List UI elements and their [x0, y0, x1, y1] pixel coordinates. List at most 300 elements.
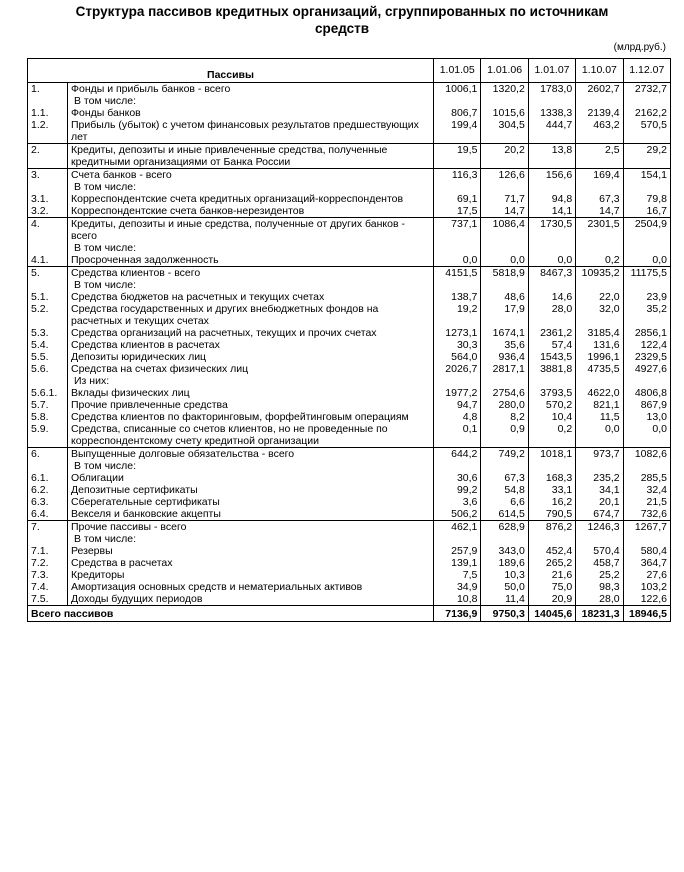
row-number: 7.3.: [28, 569, 68, 581]
row-value: 169,4: [576, 169, 623, 182]
table-row: [28, 508, 671, 521]
row-value: 2,5: [576, 144, 623, 169]
row-value: [528, 181, 575, 193]
row-value: [434, 95, 481, 107]
row-name: В том числе:: [68, 533, 434, 545]
row-value: 75,0: [528, 581, 575, 593]
row-value: 1674,1: [481, 327, 528, 339]
row-value: 0,2: [576, 254, 623, 267]
row-value: 2361,2: [528, 327, 575, 339]
row-name: Средства, списанные со счетов клиентов, но не проведенные по корреспондентскому счету кредитной организации: [68, 423, 434, 448]
row-value: 732,6: [623, 508, 670, 521]
row-value: [623, 95, 670, 107]
row-name: Кредиты, депозиты и иные средства, полученные от других банков - всего: [68, 218, 434, 243]
row-value: [481, 460, 528, 472]
row-value: 14,6: [528, 291, 575, 303]
row-value: [576, 181, 623, 193]
row-number: 5.1.: [28, 291, 68, 303]
row-value: [481, 533, 528, 545]
row-value: 8467,3: [528, 267, 575, 280]
table-row: [28, 242, 671, 254]
row-value: 452,4: [528, 545, 575, 557]
row-name: Из них:: [68, 375, 434, 387]
row-name: Средства государственных и других внебюджетных фондов на расчетных и текущих счетах: [68, 303, 434, 327]
row-name: В том числе:: [68, 181, 434, 193]
table-row: [28, 521, 671, 534]
row-name: Депозитные сертификаты: [68, 484, 434, 496]
row-number: 6.4.: [28, 508, 68, 521]
row-value: 790,5: [528, 508, 575, 521]
row-value: 0,1: [434, 423, 481, 448]
table-header-row: [28, 59, 671, 83]
row-value: 28,0: [528, 303, 575, 327]
header-date: 1.12.07: [623, 59, 670, 83]
row-value: 6,6: [481, 496, 528, 508]
row-value: 16,7: [623, 205, 670, 218]
row-name: Средства клиентов по факторинговым, форфейтинговым операциям: [68, 411, 434, 423]
row-value: 364,7: [623, 557, 670, 569]
row-value: [481, 242, 528, 254]
row-value: 8,2: [481, 411, 528, 423]
table-row: [28, 484, 671, 496]
table-row: [28, 218, 671, 243]
row-name: Средства организаций на расчетных, текущих и прочих счетах: [68, 327, 434, 339]
row-value: 79,8: [623, 193, 670, 205]
row-value: 11,4: [481, 593, 528, 606]
row-name: Депозиты юридических лиц: [68, 351, 434, 363]
header-date: 1.10.07: [576, 59, 623, 83]
row-value: 4151,5: [434, 267, 481, 280]
row-value: 67,3: [576, 193, 623, 205]
row-name: Вклады физических лиц: [68, 387, 434, 399]
row-value: 628,9: [481, 521, 528, 534]
row-number: 5.2.: [28, 303, 68, 327]
row-value: 444,7: [528, 119, 575, 144]
row-name: Фонды и прибыль банков - всего: [68, 83, 434, 96]
row-number: 5.: [28, 267, 68, 280]
row-name: Средства бюджетов на расчетных и текущих счетах: [68, 291, 434, 303]
table-row: [28, 472, 671, 484]
row-value: 189,6: [481, 557, 528, 569]
total-value: 9750,3: [481, 606, 528, 622]
row-value: [623, 242, 670, 254]
row-name: Доходы будущих периодов: [68, 593, 434, 606]
row-value: [623, 279, 670, 291]
table-row: [28, 95, 671, 107]
table-row: [28, 581, 671, 593]
row-value: [576, 460, 623, 472]
row-value: 1273,1: [434, 327, 481, 339]
table-row: [28, 144, 671, 169]
row-value: 2817,1: [481, 363, 528, 375]
row-value: 1082,6: [623, 448, 670, 461]
row-value: 570,2: [528, 399, 575, 411]
total-row: [28, 606, 671, 622]
row-value: 19,2: [434, 303, 481, 327]
row-value: [481, 375, 528, 387]
row-name: Облигации: [68, 472, 434, 484]
row-value: 257,9: [434, 545, 481, 557]
table-row: [28, 119, 671, 144]
row-value: 3881,8: [528, 363, 575, 375]
row-name: Кредиты, депозиты и иные привлеченные средства, полученные кредитными организациями от Банка России: [68, 144, 434, 169]
row-value: 0,0: [481, 254, 528, 267]
row-number: 5.6.: [28, 363, 68, 375]
row-number: 6.: [28, 448, 68, 461]
row-value: 67,3: [481, 472, 528, 484]
row-name: Средства клиентов в расчетах: [68, 339, 434, 351]
row-number: [28, 460, 68, 472]
row-name: Фонды банков: [68, 107, 434, 119]
row-number: [28, 95, 68, 107]
row-value: 0,0: [576, 423, 623, 448]
row-value: [623, 460, 670, 472]
row-value: [528, 533, 575, 545]
row-number: 5.9.: [28, 423, 68, 448]
row-value: 2754,6: [481, 387, 528, 399]
row-value: [576, 533, 623, 545]
table-row: [28, 303, 671, 327]
row-value: 71,7: [481, 193, 528, 205]
row-value: 7,5: [434, 569, 481, 581]
row-value: 14,7: [481, 205, 528, 218]
row-value: 1996,1: [576, 351, 623, 363]
row-value: [528, 95, 575, 107]
row-name: В том числе:: [68, 242, 434, 254]
row-value: 0,0: [434, 254, 481, 267]
row-value: 21,6: [528, 569, 575, 581]
row-name: Средства в расчетах: [68, 557, 434, 569]
row-number: 5.7.: [28, 399, 68, 411]
row-value: 10935,2: [576, 267, 623, 280]
row-value: 98,3: [576, 581, 623, 593]
table-row: [28, 351, 671, 363]
row-value: 0,2: [528, 423, 575, 448]
row-number: 5.6.1.: [28, 387, 68, 399]
row-value: 1246,3: [576, 521, 623, 534]
row-value: 1006,1: [434, 83, 481, 96]
table-row: [28, 107, 671, 119]
row-name: Амортизация основных средств и нематериальных активов: [68, 581, 434, 593]
row-value: 30,3: [434, 339, 481, 351]
table-row: [28, 169, 671, 182]
row-value: [623, 533, 670, 545]
row-value: 867,9: [623, 399, 670, 411]
row-value: 4927,6: [623, 363, 670, 375]
row-value: [623, 181, 670, 193]
row-value: [528, 460, 575, 472]
row-value: 103,2: [623, 581, 670, 593]
header-date: 1.01.07: [528, 59, 575, 83]
row-number: 1.1.: [28, 107, 68, 119]
row-value: [481, 279, 528, 291]
row-number: [28, 181, 68, 193]
row-value: 3,6: [434, 496, 481, 508]
row-value: 69,1: [434, 193, 481, 205]
row-value: [528, 375, 575, 387]
row-value: 126,6: [481, 169, 528, 182]
row-value: 57,4: [528, 339, 575, 351]
row-number: [28, 242, 68, 254]
unit-label: (млрд.руб.): [613, 42, 666, 53]
liabilities-table: [27, 58, 671, 622]
row-value: 644,2: [434, 448, 481, 461]
row-value: 1783,0: [528, 83, 575, 96]
table-row: [28, 399, 671, 411]
row-value: 20,2: [481, 144, 528, 169]
row-value: 168,3: [528, 472, 575, 484]
row-value: [576, 279, 623, 291]
row-number: 4.: [28, 218, 68, 243]
total-value: 18946,5: [623, 606, 670, 622]
row-value: 116,3: [434, 169, 481, 182]
row-value: 14,7: [576, 205, 623, 218]
row-value: 806,7: [434, 107, 481, 119]
row-value: 737,1: [434, 218, 481, 243]
row-value: 235,2: [576, 472, 623, 484]
row-value: 32,0: [576, 303, 623, 327]
row-number: 2.: [28, 144, 68, 169]
row-name: Кредиторы: [68, 569, 434, 581]
table-row: [28, 339, 671, 351]
row-value: 265,2: [528, 557, 575, 569]
row-value: 13,0: [623, 411, 670, 423]
row-value: 285,5: [623, 472, 670, 484]
row-value: 4622,0: [576, 387, 623, 399]
row-value: 463,2: [576, 119, 623, 144]
row-value: 13,8: [528, 144, 575, 169]
row-number: 5.4.: [28, 339, 68, 351]
table-row: [28, 423, 671, 448]
total-value: 18231,3: [576, 606, 623, 622]
report-title-line1: Структура пассивов кредитных организаций, сгруппированных по источникам: [75, 4, 609, 19]
table-row: [28, 363, 671, 375]
table-row: [28, 327, 671, 339]
row-number: 6.3.: [28, 496, 68, 508]
row-value: 564,0: [434, 351, 481, 363]
row-value: 2301,5: [576, 218, 623, 243]
row-value: 27,6: [623, 569, 670, 581]
row-value: 0,0: [623, 254, 670, 267]
row-value: [528, 279, 575, 291]
table-row: [28, 279, 671, 291]
row-value: 11,5: [576, 411, 623, 423]
row-value: 5818,9: [481, 267, 528, 280]
table-row: [28, 193, 671, 205]
row-value: [434, 375, 481, 387]
row-value: 54,8: [481, 484, 528, 496]
row-number: 7.1.: [28, 545, 68, 557]
row-name: Просроченная задолженность: [68, 254, 434, 267]
header-label: Пассивы: [28, 59, 434, 83]
report-title-line2: средств: [314, 21, 370, 36]
row-value: 876,2: [528, 521, 575, 534]
row-value: [528, 242, 575, 254]
row-number: [28, 279, 68, 291]
row-value: [434, 533, 481, 545]
header-date: 1.01.06: [481, 59, 528, 83]
row-value: 22,0: [576, 291, 623, 303]
table-row: [28, 387, 671, 399]
row-name: Прибыль (убыток) с учетом финансовых результатов предшествующих лет: [68, 119, 434, 144]
table-row: [28, 460, 671, 472]
table-row: [28, 254, 671, 267]
row-value: [481, 181, 528, 193]
row-name: Резервы: [68, 545, 434, 557]
total-value: 7136,9: [434, 606, 481, 622]
row-value: 749,2: [481, 448, 528, 461]
row-value: 138,7: [434, 291, 481, 303]
row-value: 29,2: [623, 144, 670, 169]
row-value: 32,4: [623, 484, 670, 496]
row-value: 1730,5: [528, 218, 575, 243]
row-value: 33,1: [528, 484, 575, 496]
row-name: В том числе:: [68, 279, 434, 291]
row-name: Векселя и банковские акцепты: [68, 508, 434, 521]
row-value: 343,0: [481, 545, 528, 557]
table-row: [28, 291, 671, 303]
table-row: [28, 411, 671, 423]
row-value: 48,6: [481, 291, 528, 303]
row-value: 10,4: [528, 411, 575, 423]
row-number: 7.5.: [28, 593, 68, 606]
table-row: [28, 569, 671, 581]
row-value: 1320,2: [481, 83, 528, 96]
row-number: [28, 375, 68, 387]
row-number: 7.: [28, 521, 68, 534]
row-number: 5.3.: [28, 327, 68, 339]
table-row: [28, 205, 671, 218]
row-value: 25,2: [576, 569, 623, 581]
row-value: 2732,7: [623, 83, 670, 96]
table-row: [28, 181, 671, 193]
row-value: 4,8: [434, 411, 481, 423]
total-value: 14045,6: [528, 606, 575, 622]
table-row: [28, 593, 671, 606]
row-value: 674,7: [576, 508, 623, 521]
table-row: [28, 545, 671, 557]
table-row: [28, 83, 671, 96]
row-value: 1267,7: [623, 521, 670, 534]
row-value: 1977,2: [434, 387, 481, 399]
row-value: 122,4: [623, 339, 670, 351]
row-number: 7.2.: [28, 557, 68, 569]
row-value: [434, 279, 481, 291]
row-value: 2162,2: [623, 107, 670, 119]
row-name: Счета банков - всего: [68, 169, 434, 182]
row-name: Средства клиентов - всего: [68, 267, 434, 280]
row-value: 4735,5: [576, 363, 623, 375]
row-value: 0,9: [481, 423, 528, 448]
row-value: 3793,5: [528, 387, 575, 399]
row-value: 28,0: [576, 593, 623, 606]
row-number: 3.: [28, 169, 68, 182]
table-row: [28, 375, 671, 387]
row-name: Прочие пассивы - всего: [68, 521, 434, 534]
row-value: 10,8: [434, 593, 481, 606]
row-value: 1086,4: [481, 218, 528, 243]
row-value: [576, 95, 623, 107]
row-value: 1018,1: [528, 448, 575, 461]
row-value: 2329,5: [623, 351, 670, 363]
row-value: 131,6: [576, 339, 623, 351]
row-value: 20,1: [576, 496, 623, 508]
row-number: 6.1.: [28, 472, 68, 484]
row-value: 34,9: [434, 581, 481, 593]
row-name: Выпущенные долговые обязательства - всего: [68, 448, 434, 461]
row-value: 570,5: [623, 119, 670, 144]
row-value: 50,0: [481, 581, 528, 593]
row-value: 2602,7: [576, 83, 623, 96]
row-name: В том числе:: [68, 95, 434, 107]
row-value: 936,4: [481, 351, 528, 363]
row-value: 19,5: [434, 144, 481, 169]
row-value: 23,9: [623, 291, 670, 303]
row-value: 35,2: [623, 303, 670, 327]
total-label: Всего пассивов: [28, 606, 434, 622]
row-value: 821,1: [576, 399, 623, 411]
row-value: 2139,4: [576, 107, 623, 119]
row-value: 16,2: [528, 496, 575, 508]
row-value: [434, 460, 481, 472]
row-value: 0,0: [528, 254, 575, 267]
row-value: 35,6: [481, 339, 528, 351]
row-value: 3185,4: [576, 327, 623, 339]
table-row: [28, 557, 671, 569]
row-value: 4806,8: [623, 387, 670, 399]
row-name: Сберегательные сертификаты: [68, 496, 434, 508]
row-number: 3.2.: [28, 205, 68, 218]
row-value: 506,2: [434, 508, 481, 521]
row-value: 34,1: [576, 484, 623, 496]
row-number: 1.2.: [28, 119, 68, 144]
row-name: Корреспондентские счета кредитных организаций-корреспондентов: [68, 193, 434, 205]
row-value: 99,2: [434, 484, 481, 496]
row-value: 1015,6: [481, 107, 528, 119]
row-value: 2504,9: [623, 218, 670, 243]
row-number: 5.5.: [28, 351, 68, 363]
row-value: 973,7: [576, 448, 623, 461]
row-value: [576, 242, 623, 254]
row-value: 1543,5: [528, 351, 575, 363]
row-number: 1.: [28, 83, 68, 96]
row-value: [434, 181, 481, 193]
row-name: В том числе:: [68, 460, 434, 472]
row-number: 4.1.: [28, 254, 68, 267]
row-value: [434, 242, 481, 254]
row-value: [576, 375, 623, 387]
row-name: Прочие привлеченные средства: [68, 399, 434, 411]
row-value: 580,4: [623, 545, 670, 557]
row-value: 156,6: [528, 169, 575, 182]
table-row: [28, 533, 671, 545]
row-value: 462,1: [434, 521, 481, 534]
table-row: [28, 448, 671, 461]
row-value: 570,4: [576, 545, 623, 557]
row-value: 199,4: [434, 119, 481, 144]
row-value: 154,1: [623, 169, 670, 182]
row-value: 614,5: [481, 508, 528, 521]
row-name: Корреспондентские счета банков-нерезидентов: [68, 205, 434, 218]
table-row: [28, 267, 671, 280]
row-value: 94,7: [434, 399, 481, 411]
row-value: 17,9: [481, 303, 528, 327]
row-value: 17,5: [434, 205, 481, 218]
row-value: 2856,1: [623, 327, 670, 339]
row-number: 5.8.: [28, 411, 68, 423]
row-value: 1338,3: [528, 107, 575, 119]
row-value: 20,9: [528, 593, 575, 606]
